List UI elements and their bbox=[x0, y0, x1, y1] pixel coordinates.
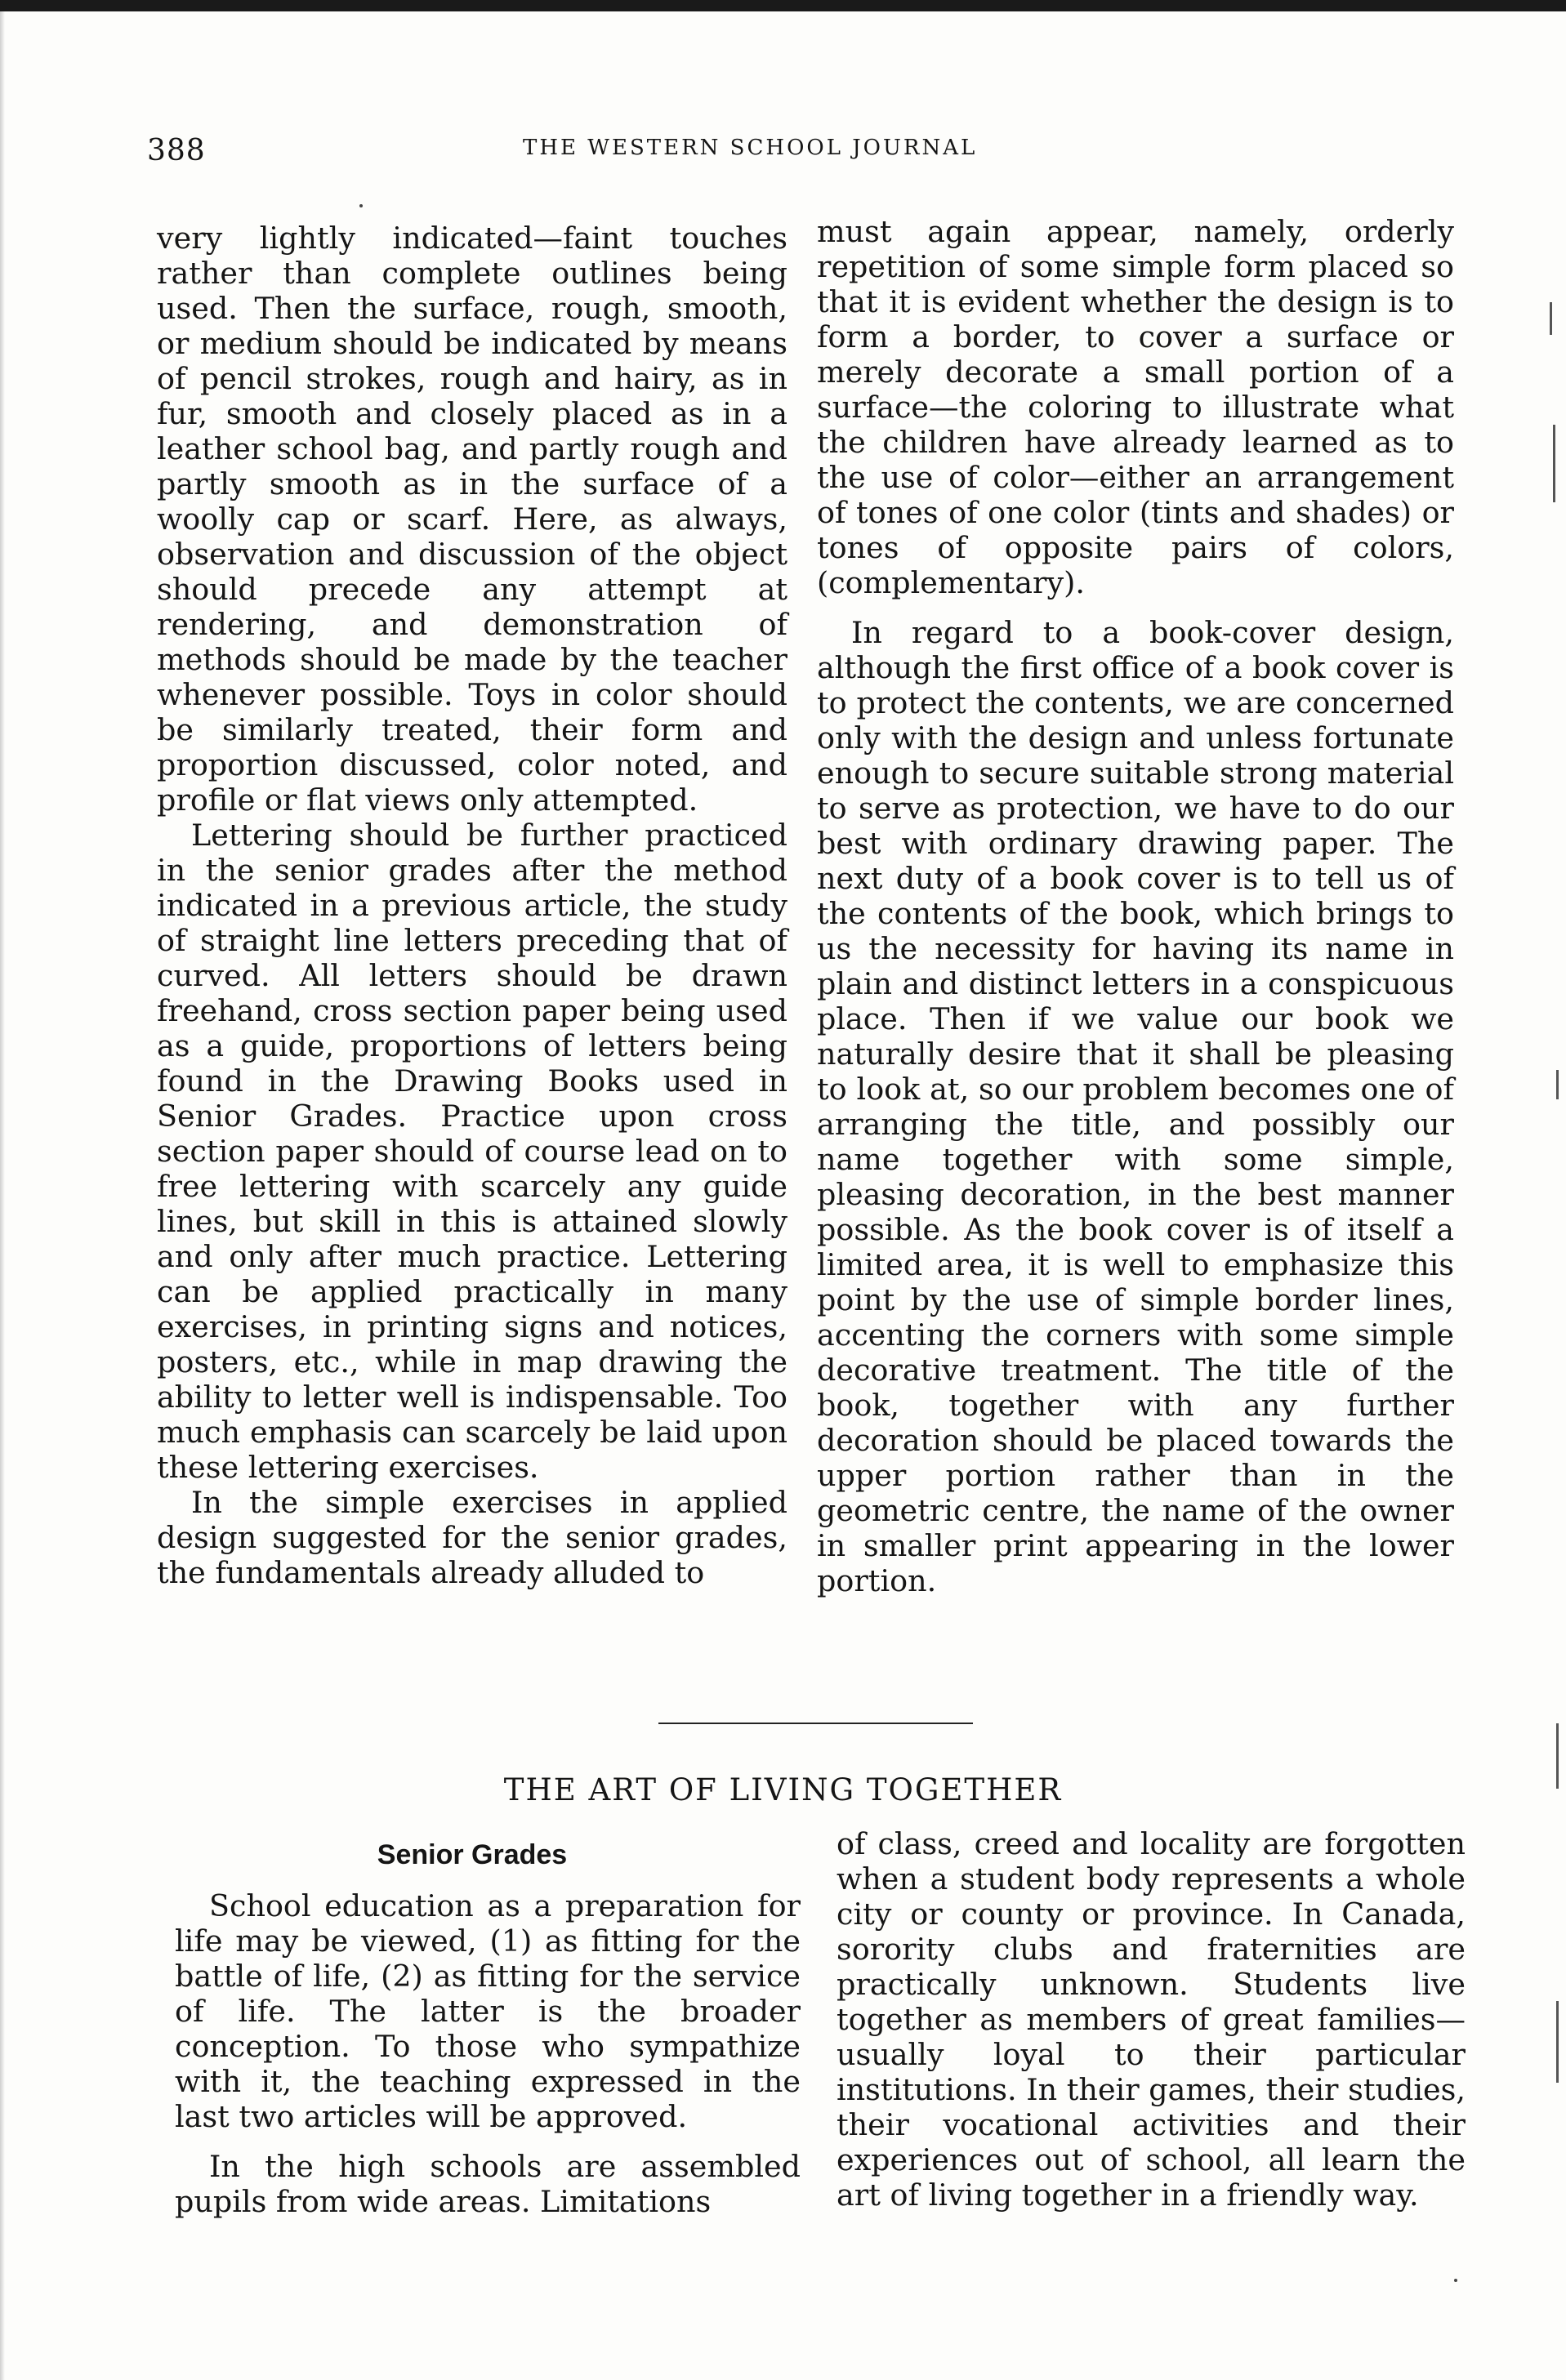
scan-mark bbox=[1550, 302, 1552, 335]
article-column-left bbox=[175, 1888, 801, 2219]
article-column-right bbox=[817, 214, 1454, 1598]
paragraph: In the high schools are assembled pupils from wide areas. Limitations bbox=[175, 2149, 801, 2219]
paragraph: must again appear, namely, orderly repetition of some simple form placed so that it is evident whether the design is to form a border, to cover a surface or merely decorate a small portion of a surface—the coloring to illustrate what the children have already learned as to the use of color—either an arrangement of tones of one color (tints and shades) or tones of opposite pairs of colors, (complementary). bbox=[817, 214, 1454, 600]
scan-speck bbox=[1454, 2279, 1457, 2282]
scan-speck bbox=[359, 204, 363, 207]
article-subtitle: Senior Grades bbox=[377, 1839, 568, 1870]
scan-mark bbox=[1553, 425, 1555, 502]
scan-mark bbox=[1556, 2001, 1559, 2083]
paragraph: very lightly indicated—faint touches rather than complete outlines being used. Then the surface, rough, smooth, or medium should be indicated by means of pencil strokes, rough and hairy, as in fur, smooth and closely placed as in a leather school bag, and partly rough and partly smooth as in the surface of a woolly cap or scarf. Here, as always, observation and discussion of the object should precede any attempt at rendering, and demonstration of methods should be made by the teacher whenever possible. Toys in color should be similarly treated, their form and proportion discussed, color noted, and profile or flat views only attempted. bbox=[157, 221, 787, 818]
paragraph: Lettering should be further practiced in the senior grades after the method indicated in a previous article, the study of straight line letters preceding that of curved. All letters should be drawn freehand, cross section paper being used as a guide, proportions of letters being found in the Drawing Books used in Senior Grades. Practice upon cross section paper should of course lead on to free lettering with scarcely any guide lines, but skill in this is attained slowly and only after much practice. Lettering can be applied practically in many exercises, in printing signs and notices, posters, etc., while in map drawing the ability to letter well is indispensable. Too much emphasis can scarcely be laid upon these lettering exercises. bbox=[157, 818, 787, 1485]
section-divider bbox=[658, 1723, 973, 1724]
article-title: THE ART OF LIVING TOGETHER bbox=[503, 1772, 1063, 1807]
scan-top-border bbox=[0, 0, 1566, 11]
article-column-right bbox=[837, 1826, 1466, 2213]
paragraph: of class, creed and locality are forgotten when a student body represents a whole city or county or province. In Canada, sorority clubs and fraternities are practically unknown. Students live together as members of great families—usually loyal to their particular institutions. In their games, their studies, their vocational activities and their experiences out of school, all learn the art of living together in a friendly way. bbox=[837, 1826, 1466, 2213]
paragraph: In the simple exercises in applied design suggested for the senior grades, the fundamentals already alluded to bbox=[157, 1485, 787, 1590]
article-column-left bbox=[157, 221, 787, 1590]
scan-left-edge bbox=[0, 11, 5, 2380]
page-number: 388 bbox=[147, 134, 206, 167]
paragraph: School education as a preparation for life may be viewed, (1) as fitting for the battle of life, (2) as fitting for the service of life. The latter is the broader conception. To those who sympathize with it, the teaching expressed in the last two articles will be approved. bbox=[175, 1888, 801, 2134]
running-head: THE WESTERN SCHOOL JOURNAL bbox=[523, 136, 978, 160]
paragraph: In regard to a book-cover design, although the first office of a book cover is to protect the contents, we are concerned only with the design and unless fortunate enough to secure suitable strong material to serve as protection, we have to do our best with ordinary drawing paper. The next duty of a book cover is to tell us of the contents of the book, which brings to us the necessity for having its name in plain and distinct letters in a conspicuous place. Then if we value our book we naturally desire that it shall be pleasing to look at, so our problem becomes one of arranging the title, and possibly our name together with some simple, pleasing decoration, in the best manner possible. As the book cover is of itself a limited area, it is well to emphasize this point by the use of simple border lines, accenting the corners with some simple decorative treatment. The title of the book, together with any further decoration should be placed towards the upper portion rather than in the geometric centre, the name of the owner in smaller print appearing in the lower portion. bbox=[817, 615, 1454, 1598]
scan-mark bbox=[1556, 1070, 1559, 1099]
